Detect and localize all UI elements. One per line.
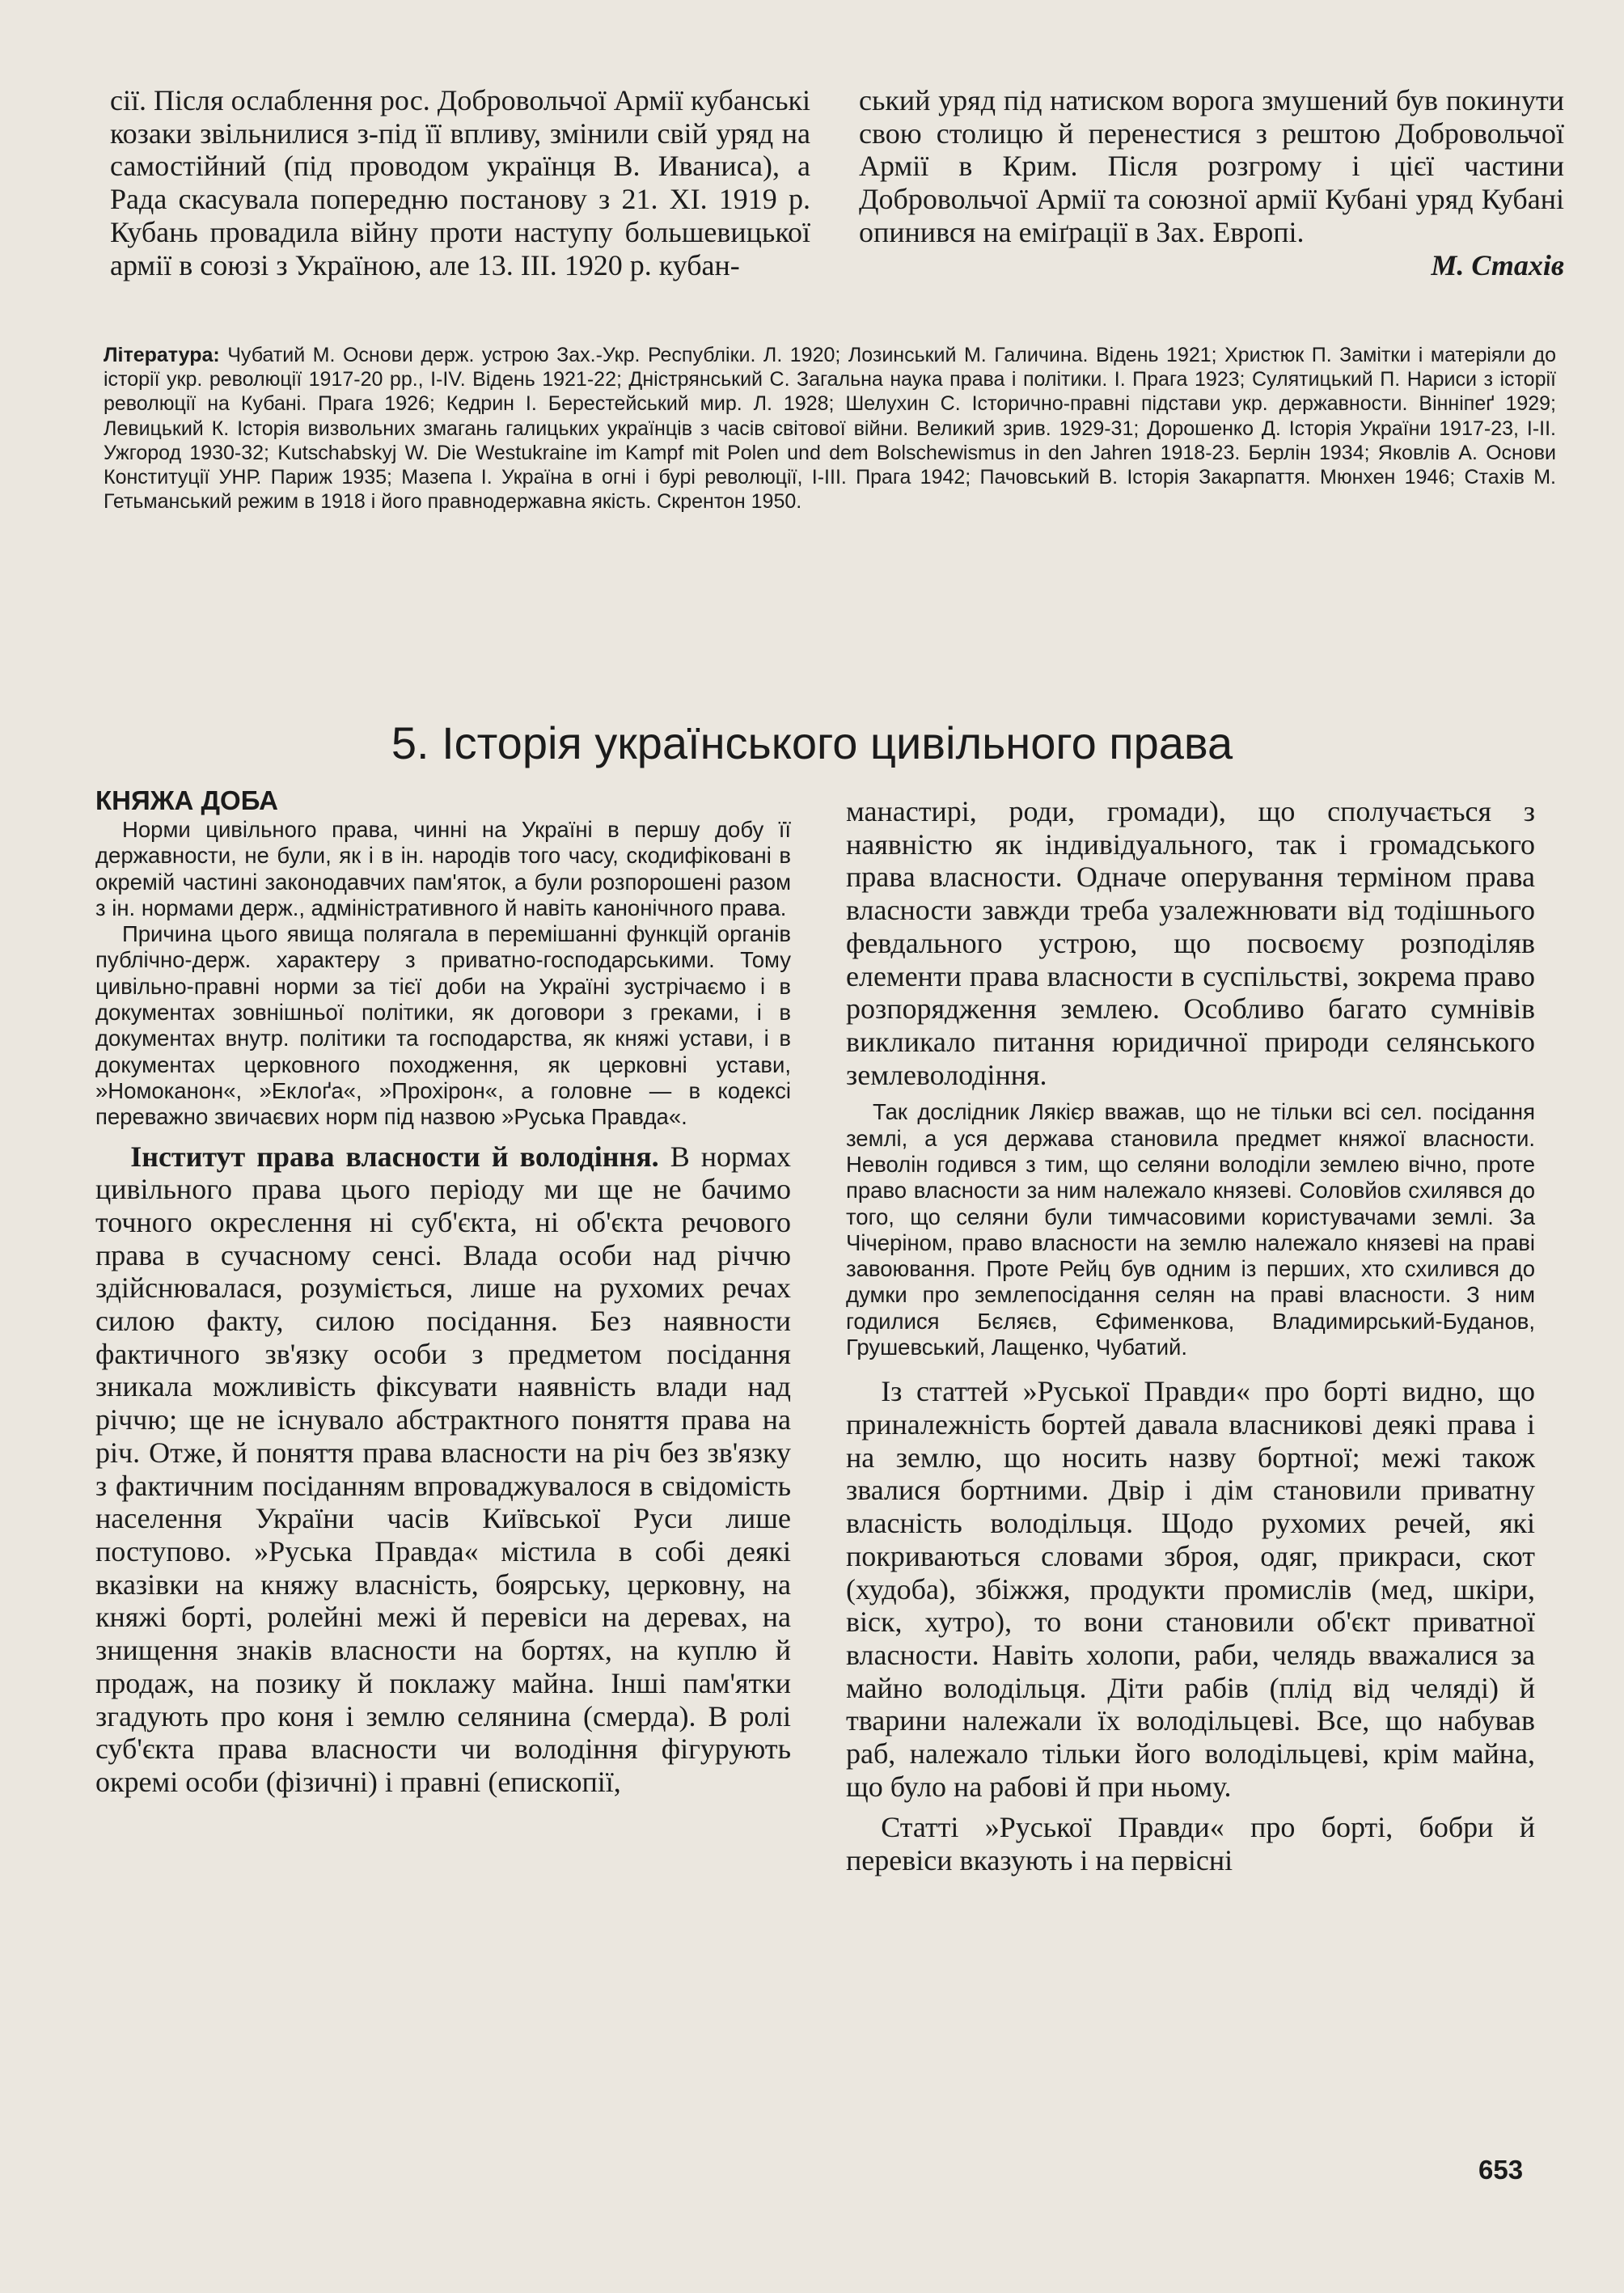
subheading: КНЯЖА ДОБА bbox=[95, 785, 278, 815]
right-paragraph-3: Із статтей »Руської Правди« про борті видно, що приналежність бортей давала власникові деякі права і на землю, що носить назву бортної; межі також звалися бортними. Двір і дім становили приватну власність володільця. Щодо рухомих речей, які покриваються словами зброя, одяг, прикраси, скот (худоба), збіжжя, продукти промислів (мед, шкіри, віск, хутро), то вони становили об'єкт приватної власности. Навіть холопи, раби, челядь вважалися за майно володільця. Діти рабів (плід від челяді) й тварини належали їх володільцеві. Все, що набував раб, належало тільки його володільцеві, крім майна, що було на рабові й при ньому. bbox=[846, 1375, 1535, 1803]
literature-block bbox=[104, 343, 1556, 514]
top-right-text: ський уряд під натиском ворога змушений був покинути свою столицю й перенестися з рештою Добровольчої Армії в Крим. Після розгрому і цієї частини Добровольчої Армії та союзної армії Кубані уряд Кубані опинився на еміґрації в Зах. Европі. bbox=[859, 84, 1564, 248]
institute-heading: Інститут права власности й володіння. bbox=[130, 1140, 659, 1173]
page-number: 653 bbox=[1478, 2155, 1524, 2185]
right-column bbox=[846, 795, 1535, 1877]
left-paragraph-2: Причина цього явища полягала в перемішанні функцій органів публічно-держ. характеру з приватно-господарськими. Тому цивільно-правні норми за тієї доби на Україні зустрічаємо і в документах зовнішньої політики, як договори з греками, і в документах внутр. політики та господарства, як княжі устави, і в документах церковного походження, як церковні устави, »Номоканон«, »Еклоґа«, »Прохірон«, а головне — в кодексі переважно звичаєвих норм під назвою »Руська Правда«. bbox=[95, 921, 791, 1130]
right-paragraph-4: Статті »Руської Правди« про борті, бобри й перевіси вказують і на первісні bbox=[846, 1811, 1535, 1877]
left-paragraph-3-text: В нормах цивільного права цього періоду ми ще не бачимо точного окреслення ні суб'єкта, ні об'єкта речового права в сучасному сенсі. Влада особи над річчю здійснювалася, розуміється, лише на рухомих речах силою факту, силою посідання. Без наявности фактичного зв'язку особи з предметом посідання зникала можливість фіксувати наявність влади над річчю; ще не існувало абстрактного поняття права на річ. Отже, й поняття права власности на річ без зв'язку з фактичним посіданням впроваджувалося в свідомість населення України часів Київської Руси лише поступово. »Руська Правда« містила в собі деякі вказівки на княжу власність, боярську, церковну, на княжі борті, ролейні межі й перевіси на деревах, на знищення знаків власности на бортях, на куплю й продаж, на позику й поклажу майна. Інші пам'ятки згадують про коня і землю селянина (смерда). В ролі суб'єкта права власности чи володіння фігурують окремі особи (фізичні) і правні (епископії, bbox=[95, 1140, 792, 1798]
author-signature: М. Стахів bbox=[1431, 248, 1564, 281]
section-title: 5. Історія українського цивільного права bbox=[391, 717, 1233, 768]
top-right-column bbox=[859, 84, 1564, 281]
left-column bbox=[95, 785, 791, 1799]
literature-text: Чубатий М. Основи держ. устрою Зах.-Укр. Республіки. Л. 1920; Лозинський М. Галичина. Відень 1921; Христюк П. Замітки і матеріяли до історії укр. революції 1917-20 рр., I-IV. Відень 1921-22; Дністрянський С. Загальна наука права і політики. I. Прага 1923; Сулятицький П. Нариси з історії революції на Кубані. Прага 1926; Кедрин I. Берестейський мир. Л. 1928; Шелухин С. Історично-правні підстави укр. державности. Вінніпеґ 1929; Левицький К. Історія визвольних змагань галицьких українців з часів світової війни. Великий зрив. 1929-31; Дорошенко Д. Історія України 1917-23, I-II. Ужгород 1930-32; Kutschabskyj W. Die Westukraine im Kampf mit Polen und dem Bolschewismus in den Jahren 1918-23. Берлін 1934; Яковлів А. Основи Конституції УНР. Париж 1935; Мазепа I. Україна в огні і бурі революції, I-III. Прага 1942; Пачовський В. Історія Закарпаття. Мюнхен 1946; Стахів М. Гетьманський режим в 1918 і його правнодержавна якість. Скрентон 1950. bbox=[104, 344, 1556, 514]
left-paragraph-1: Норми цивільного права, чинні на Україні в першу добу її державности, не були, як і в ін. народів того часу, скодифіковані в окремій частині законодавчих пам'яток, а були розпорошені разом з ін. нормами держ., адміністративного й навіть канонічного права. bbox=[95, 817, 791, 920]
left-paragraph-3 bbox=[95, 1140, 791, 1799]
right-paragraph-2: Так дослідник Лякієр вважав, що не тільки всі сел. посідання землі, а уся держава становила предмет княжої власности. Неволін годився з тим, що селяни володіли землею вічно, проте право власности за ним належало князеві. Соловйов схилявся до того, що селяни були тимчасовими користувачами землі. За Чічеріном, право власности на землю належало князеві на праві завоювання. Проте Рейц був одним із перших, хто схилився до думки про землепосідання селян на праві власности. З ним годилися Бєляєв, Єфименкова, Владимирський-Буданов, Грушевський, Лащенко, Чубатий. bbox=[846, 1099, 1535, 1360]
right-paragraph-1: манастирі, роди, громади), що сполучається з наявністю як індивідуального, так і громадського права власности. Одначе оперування терміном права власности завжди треба узалежнювати від тодішнього февдального устрою, що посвоєму розподіляв елементи права власности в суспільстві, зокрема право розпорядження землею. Особливо багато сумнівів викликало питання юридичної природи селянського землеволодіння. bbox=[846, 795, 1535, 1091]
top-left-text: сії. Після ослаблення рос. Добровольчої Армії кубанські козаки звільнилися з-під її впливу, змінили свій уряд на самостійний (під проводом українця В. Иваниса), а Рада скасувала попередню постанову з 21. XI. 1919 р. Кубань провадила війну проти наступу большевицької армії в союзі з Україною, але 13. III. 1920 р. кубан- bbox=[110, 84, 810, 281]
literature-label: Література: bbox=[104, 344, 220, 366]
top-left-column bbox=[110, 84, 810, 281]
